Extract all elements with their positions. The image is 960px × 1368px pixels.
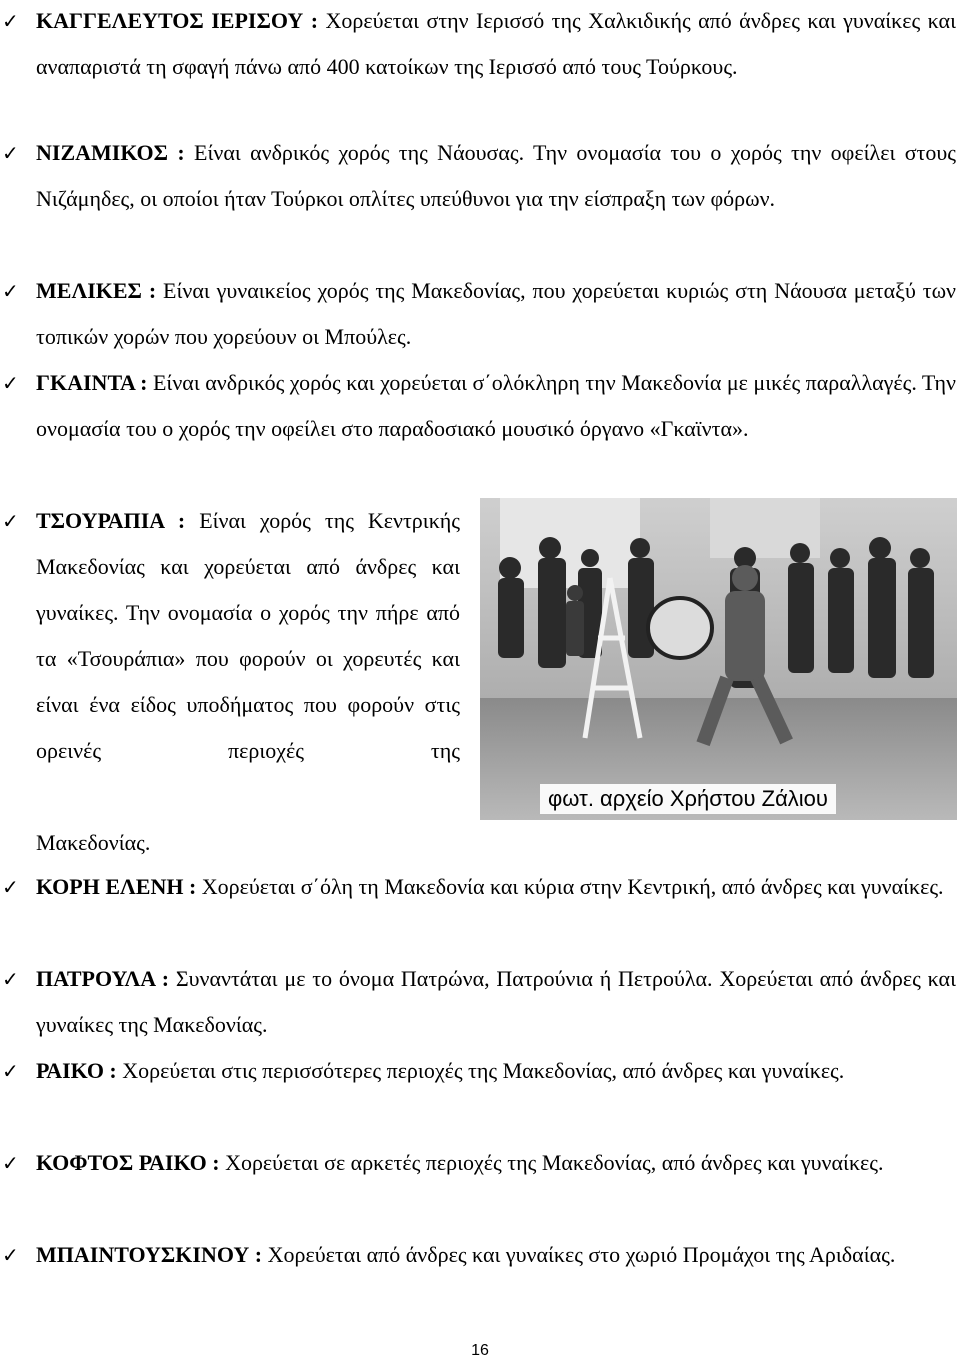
dance-description: Χορεύεται από άνδρες και γυναίκες στο χωριό Προμάχοι της Αριδαίας. xyxy=(262,1242,896,1267)
dance-description: Είναι ανδρικός χορός και χορεύεται σ΄ολόκληρη την Μακεδονία με μικές παραλλαγές. Την ονομασία του ο χορός την οφείλει στο παραδοσιακό μουσικό όργανο «Γκαϊντα». xyxy=(36,370,957,441)
dance-name: ΚΑΓΓΕΛΕΥΤΟΣ ΙΕΡΙΣΟΥ : xyxy=(36,8,319,33)
dance-entry-kori-eleni xyxy=(2,864,956,910)
checkmark-icon: ✓ xyxy=(2,967,19,991)
dance-entry-mpaintouskinou xyxy=(2,1232,956,1278)
dance-entry-tsourapia-continued xyxy=(36,820,956,866)
dance-entry-melikes xyxy=(2,268,957,360)
dance-name: ΚΟΦΤΟΣ ΡΑΙΚΟ : xyxy=(36,1150,220,1175)
dance-entry-raiko xyxy=(2,1048,956,1094)
checkmark-icon: ✓ xyxy=(2,1059,19,1083)
dance-entry-koftos-raiko xyxy=(2,1140,956,1186)
dance-description: Συναντάται με το όνομα Πατρώνα, Πατρούνια ή Πετρούλα. Χορεύεται από άνδρες και γυναίκες της Μακεδονίας. xyxy=(36,966,956,1037)
dance-description: Χορεύεται σ΄όλη τη Μακεδονία και κύρια στην Κεντρική, από άνδρες και γυναίκες. xyxy=(196,874,944,899)
dance-name: ΡΑΙΚΟ : xyxy=(36,1058,117,1083)
photo-caption: φωτ. αρχείο Χρήστου Ζάλιου xyxy=(540,784,836,814)
dance-entry-patroula xyxy=(2,956,956,1048)
dance-name: ΜΠΑΙΝΤΟΥΣΚΙΝΟΥ : xyxy=(36,1242,263,1267)
dance-entry-tsourapia xyxy=(2,498,460,774)
dance-description: Χορεύεται στις περισσότερες περιοχές της Μακεδονίας, από άνδρες και γυναίκες. xyxy=(116,1058,845,1083)
checkmark-icon: ✓ xyxy=(2,875,19,899)
archival-photo xyxy=(480,498,957,820)
dance-description: Είναι χορός της Κεντρικής Μακεδονίας και χορεύεται από άνδρες και γυναίκες. Την ονομασία ο χορός την πήρε από τα «Τσουράπια» που φορούν οι χορευτές και είναι ένα είδος υποδήματος που φορούν στις ορεινές περιοχές της xyxy=(36,508,460,763)
dance-name: ΝΙΖΑΜΙΚΟΣ : xyxy=(36,140,185,165)
checkmark-icon: ✓ xyxy=(2,371,19,395)
dancers-photo-illustration xyxy=(480,498,957,820)
checkmark-icon: ✓ xyxy=(2,509,19,533)
dance-description: Χορεύεται σε αρκετές περιοχές της Μακεδονίας, από άνδρες και γυναίκες. xyxy=(219,1150,884,1175)
dance-description: Χορεύεται στην Ιερισσό της Χαλκιδικής από άνδρες και γυναίκες και αναπαριστά τη σφαγή πάνω από 400 κατοίκων της Ιερισσό από τους Τούρκους. xyxy=(36,8,957,79)
checkmark-icon: ✓ xyxy=(2,1243,19,1267)
dance-entry-gkainta xyxy=(2,360,957,452)
checkmark-icon: ✓ xyxy=(2,1151,19,1175)
dance-name: ΤΣΟΥΡΑΠΙΑ : xyxy=(36,508,186,533)
checkmark-icon: ✓ xyxy=(2,9,19,33)
dance-description: Είναι ανδρικός χορός της Νάουσας. Την ονομασία του ο χορός την οφείλει στους Νιζάμηδες, οι οποίοι ήταν Τούρκοι οπλίτες υπεύθυνοι για την είσπραξη των φόρων. xyxy=(36,140,957,211)
checkmark-icon: ✓ xyxy=(2,279,19,303)
dance-entry-nizamikos xyxy=(2,130,957,222)
dance-name: ΠΑΤΡΟΥΛΑ : xyxy=(36,966,170,991)
dance-description: Μακεδονίας. xyxy=(36,830,151,855)
dance-entry-kaggeleftos xyxy=(2,0,957,90)
dance-description: Είναι γυναικείος χορός της Μακεδονίας, που χορεύεται κυριώς στη Νάουσα μεταξύ των τοπικών χορών που χορεύουν οι Μπούλες. xyxy=(36,278,957,349)
checkmark-icon: ✓ xyxy=(2,141,19,165)
dance-name: ΚΟΡΗ ΕΛΕΝΗ : xyxy=(36,874,197,899)
page-number: 16 xyxy=(471,1342,489,1359)
dance-name: ΓΚΑΙΝΤΑ : xyxy=(36,370,148,395)
dance-name: ΜΕΛΙΚΕΣ : xyxy=(36,278,157,303)
